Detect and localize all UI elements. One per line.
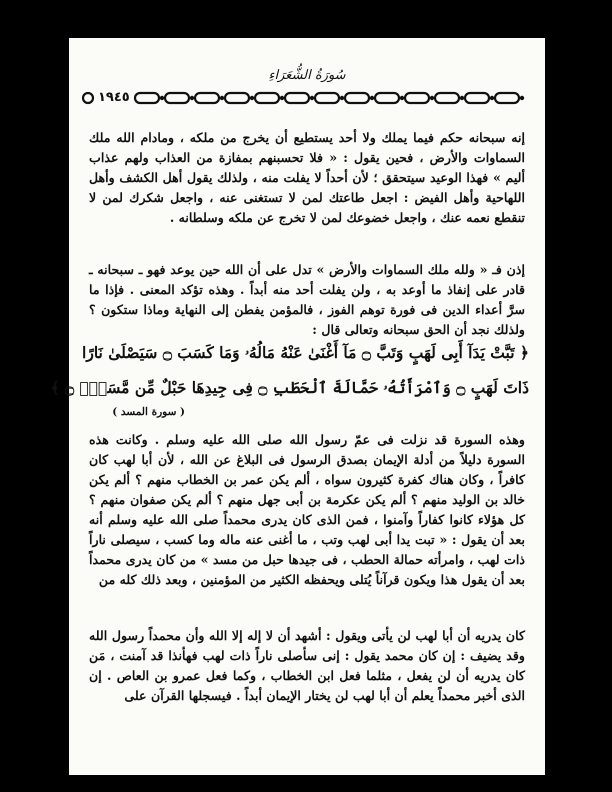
- chain-ornament: [133, 90, 525, 106]
- ornamental-border: [81, 90, 533, 106]
- paragraph-2-text: إذن فـ « ولله ملك السماوات والأرض » تدل على أن الله حين يوعد فهو ـ سبحانه ـ قادر على إنفاذ ما أوعد به ، ولن يفلت أحد منه أبداً . وهذه تؤكد المعنى . فإذا ما سرَّ أعداء الدين فى فورة توهم الفوز ، فالمؤمن يفطن إلى النهاية وماذا ستكون ؟ ولذلك نجد أن الحق سبحانه وتعالى قال :: [89, 262, 525, 337]
- paragraph-4: [89, 626, 525, 706]
- paragraph-4-text: كان يدريه أن أبا لهب لن يأتى ويقول : أشهد أن لا إله إلا الله وأن محمداً رسول الله وقد يضيف : إن كان محمد يقول : إنى سأصلى ناراً ذات لهب فهأنذا قد آمنت ، مَن كان يدريه أن لن يفعل ، مثلما فعل ابن الخطاب ، وكما فعل عمرو بن العاص . إن الذى أخبر محمداً يعلم أن أبا لهب لن يختار الإيمان أبداً . فيسجلها القرآن على: [89, 628, 525, 703]
- paragraph-2: [89, 260, 525, 340]
- paragraph-1-text: إنه سبحانه حكم فيما يملك ولا أحد يستطيع أن يخرج من ملكه ، ومادام الله ملك السماوات والأرض ، فحين يقول : « فلا تحسبنهم بمفازة من العذاب ولهم عذاب أليم » فهذا الوعيد سيتحقق ؛ لأن أحداً لا يفلت منه ، ولذلك يقول أهل الكشف وأهل اللهاحية وأهل الفيض : اجعل طاعتك لمن لا تستغنى عنه ، واجعل شكرك لمن لا تنقطع نعمه عنك ، واجعل خضوعك لمن لا تخرج عن ملكه وسلطانه .: [89, 130, 525, 225]
- page-number: ١٩٤٥: [95, 90, 133, 106]
- surah-reference: ( سورة المسد ): [112, 406, 185, 418]
- chain-ornament-left: [81, 91, 95, 105]
- book-page: [50, 38, 545, 775]
- paragraph-3: [89, 430, 525, 590]
- surah-title: سُورَةُ الشُّعَرَاءِ: [268, 68, 346, 83]
- paragraph-1: [89, 128, 525, 228]
- paragraph-3-text: وهذه السورة قد نزلت فى عمّ رسول الله صلى الله عليه وسلم . وكانت هذه السورة دليلاً من أدلة الإيمان بصدق الرسول فى البلاغ عن الله ، لأن أبا لهب كان كافراً ، وكان هناك كفرة كثيرون سواه ، ألم يكن عمر بن الخطاب منهم ؟ ألم يكن خالد بن الوليد منهم ؟ ألم يكن عكرمة بن أبى جهل منهم ؟ ألم يكن صفوان منهم ؟ كل هؤلاء كانوا كفاراً وآمنوا ، فمن الذى كان يدرى محمداً صلى الله عليه وسلم أنه بعد أن يقول : « تبت يدا أبى لهب وتب ، ما أغنى عنه ماله وما كسب ، سيصلى ناراً ذات لهب ، وامرأته حمالة الحطب ، فى جيدها حبل من مسد » من كان يدرى محمداً بعد أن يقول هذا ويكون قرآناً يُتلى ويحفظه الكثير من المؤمنين ، وبعد ذلك كله من: [89, 432, 525, 587]
- quran-verse-line-1: ﴿ تَبَّتْ يَدَآ أَبِى لَهَبٍ وَتَبَّ ۝ مَآ أَغْنَىٰ عَنْهُ مَالُهُۥ وَمَا كَسَبَ ۝ سَيَصْلَىٰ نَارًا: [82, 343, 529, 362]
- quran-verse-line-2: ذَاتَ لَهَبٍ ۝ وَٱمْرَأَتُهُۥ حَمَّالَةَ ٱلْحَطَبِ ۝ فِى جِيدِهَا حَبْلٌ مِّن مَّسَدٍۭ ۝ ﴾: [50, 378, 529, 397]
